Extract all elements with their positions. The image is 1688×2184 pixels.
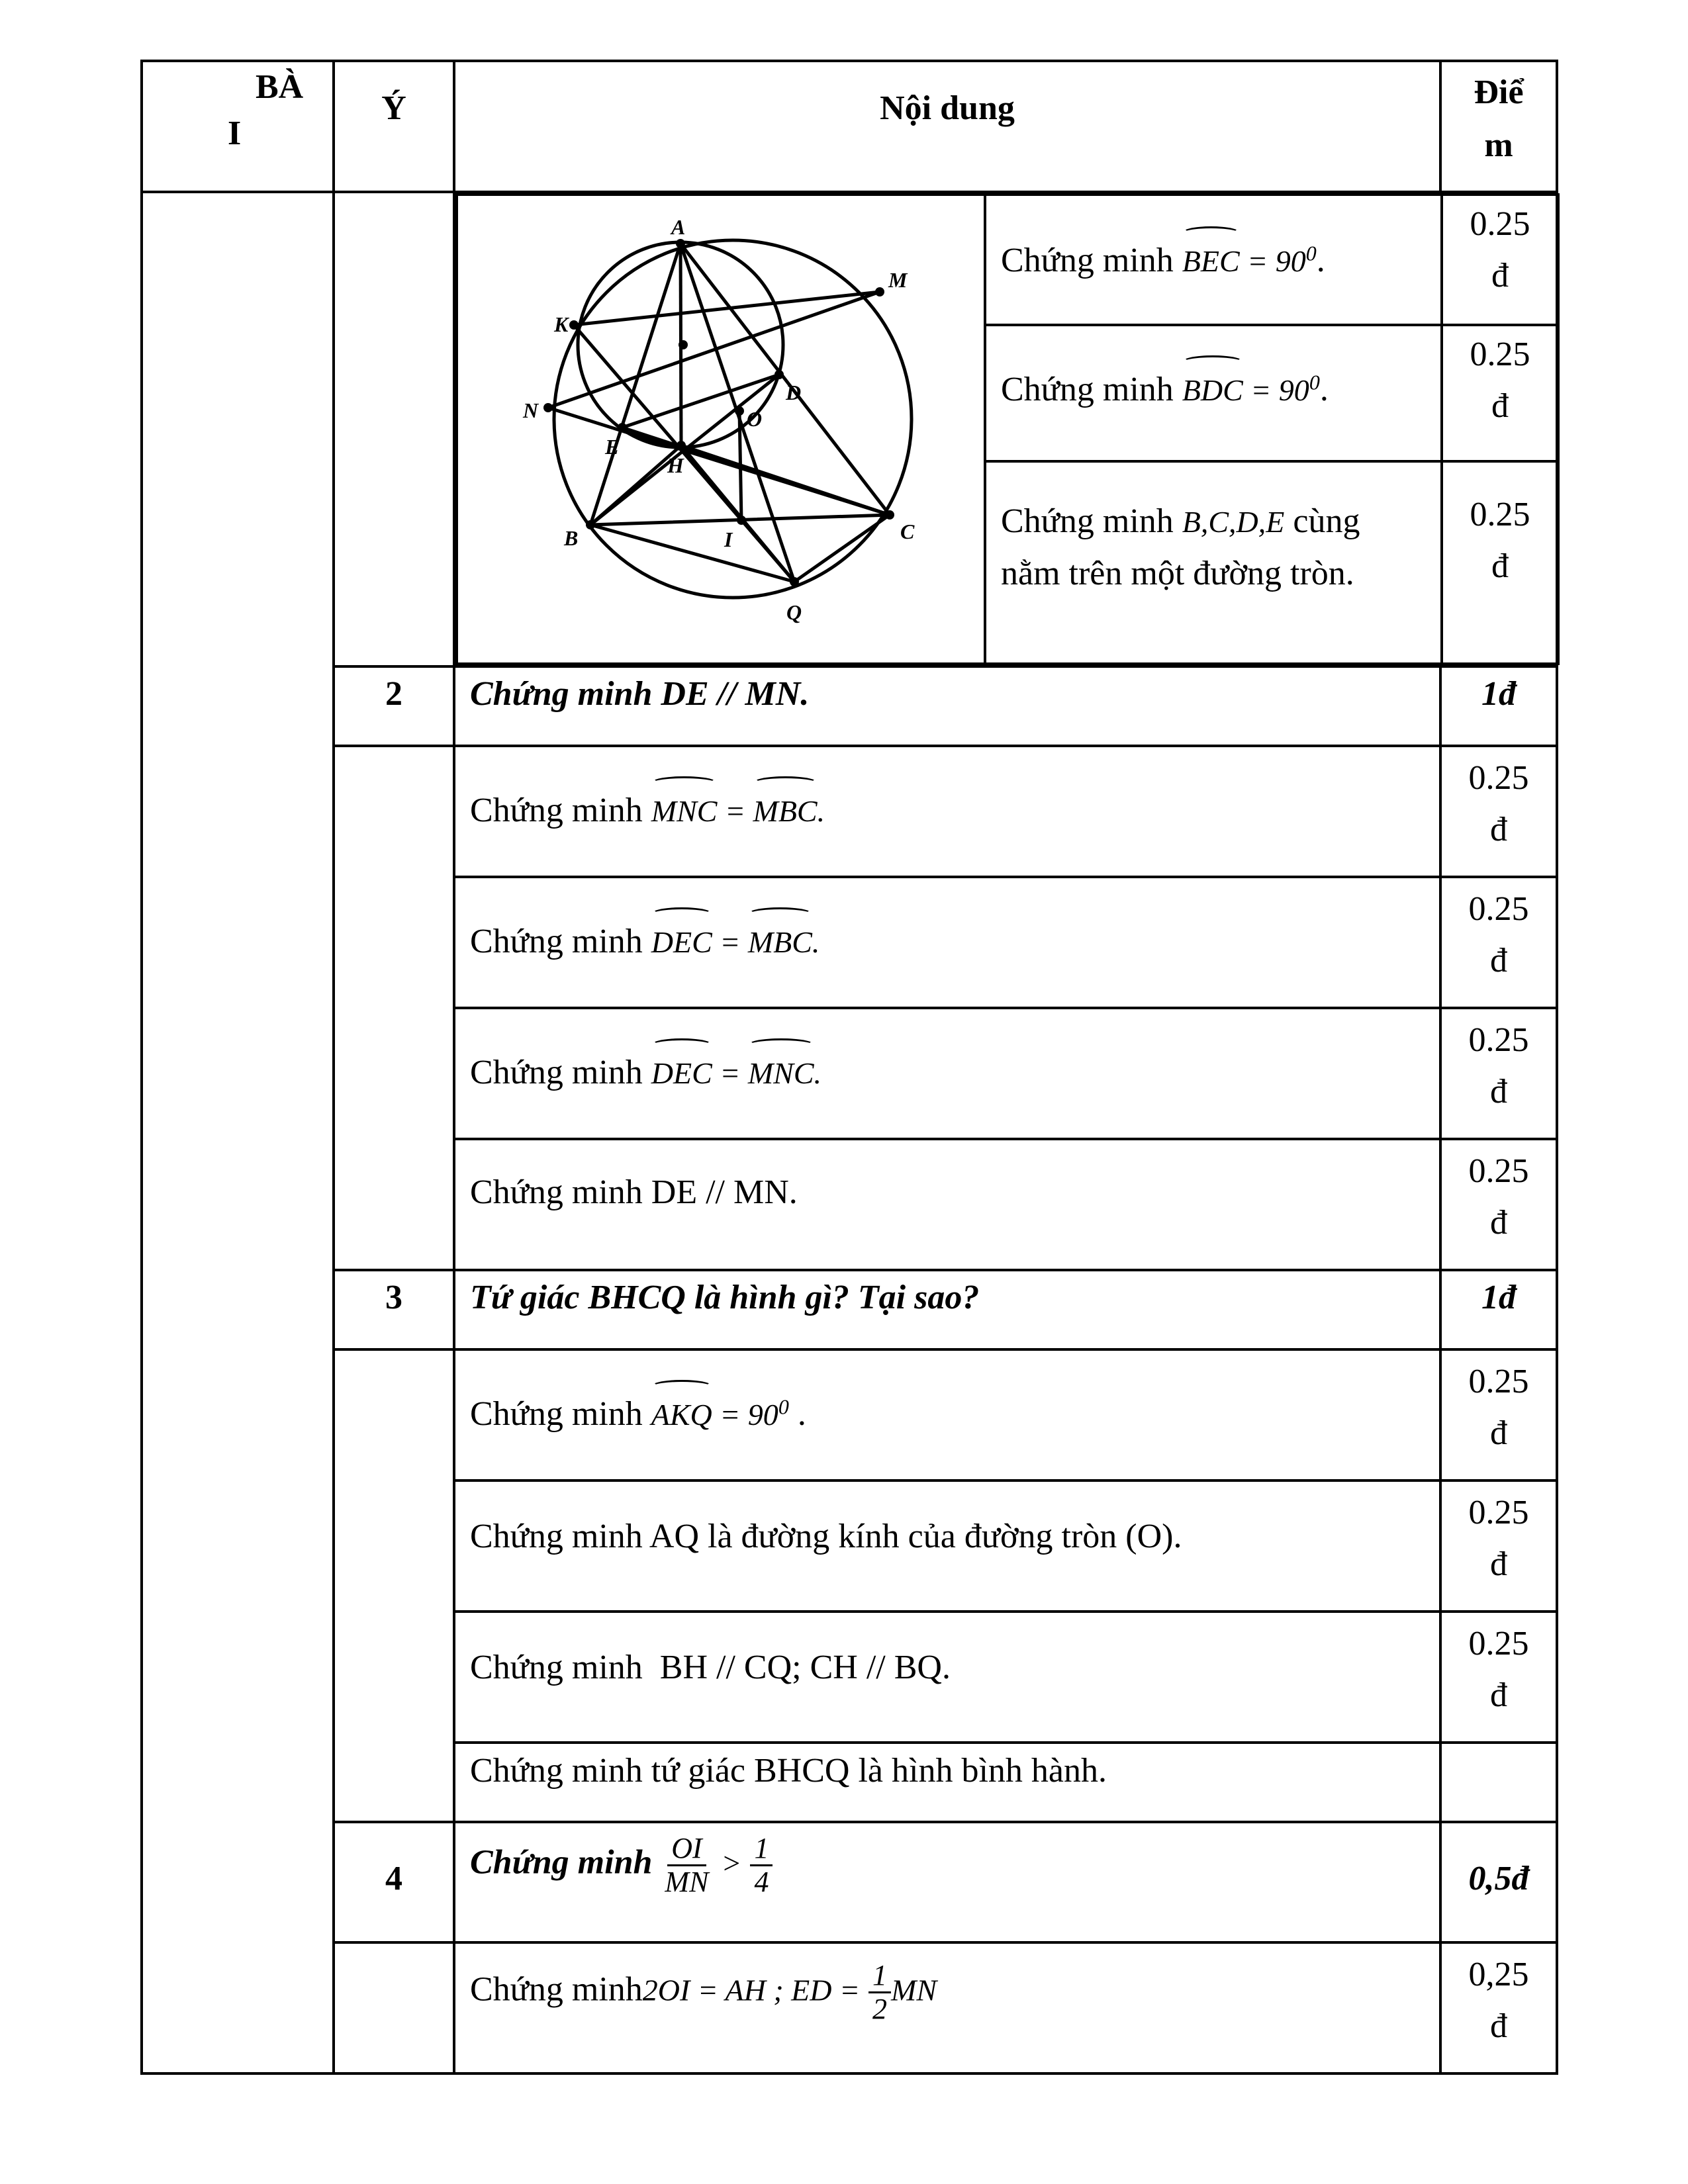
grading-table xyxy=(140,60,1558,2075)
part1-row2-score: 0.25 đ xyxy=(1442,325,1558,461)
part2-row3-text: Chứng minh DEC = MNC. xyxy=(454,1008,1440,1139)
header-y: Ý xyxy=(334,61,454,192)
label-B: B xyxy=(564,526,579,550)
part2-row4-score: 0.25 đ xyxy=(1440,1139,1557,1270)
part4-title: Chứng minh $\frac{OI}{MN}$ > $\frac{1}{4}$ xyxy=(454,1822,1440,1942)
part4-title-row xyxy=(142,1822,1557,1942)
label-D: D xyxy=(786,381,802,404)
part1-row1-text: Chứng minh BEC = $90^0$. xyxy=(985,195,1442,325)
header-bai: BÀ I xyxy=(142,61,334,192)
part4-row1-text: Chứng minh2OI = AH ; ED = $\frac{1}{2}$ MN xyxy=(454,1942,1440,2073)
part2-row1 xyxy=(142,746,1557,877)
label-O: O xyxy=(747,407,763,431)
part4-total: 0,5đ xyxy=(1440,1822,1557,1942)
part4-row1 xyxy=(142,1942,1557,2073)
part3-title-row xyxy=(142,1270,1557,1349)
part2-row1-score: 0.25 đ xyxy=(1440,746,1557,877)
part3-row1-text: Chứng minh AKQ = $90^0$ . xyxy=(454,1349,1440,1480)
part3-row3-text: Chứng minh BH // CQ; CH // BQ. xyxy=(454,1612,1440,1743)
part3-row4-text: Chứng minh tứ giác BHCQ là hình bình hành. xyxy=(454,1743,1440,1822)
part2-total: 1đ xyxy=(1440,666,1557,746)
part1-content xyxy=(454,192,1557,666)
part2-title: Chứng minh DE // MN. xyxy=(454,666,1440,746)
part2-row2-text: Chứng minh DEC = MBC. xyxy=(454,877,1440,1008)
geometry-diagram xyxy=(458,196,986,659)
header-row xyxy=(142,61,1557,192)
part4-number: 4 xyxy=(334,1822,454,1942)
part1-row xyxy=(142,192,1557,666)
part1-y-cell xyxy=(334,192,454,666)
part3-row1-score: 0.25 đ xyxy=(1440,1349,1557,1480)
part3-row1 xyxy=(142,1349,1557,1480)
label-I: I xyxy=(724,527,733,551)
part1-row3-text: Chứng minh B,C,D,E cùng nằm trên một đường tròn. xyxy=(985,461,1442,664)
header-diem: Điể m xyxy=(1440,61,1557,192)
label-Q: Q xyxy=(786,600,802,624)
part2-title-row xyxy=(142,666,1557,746)
part2-row1-text: Chứng minh MNC = MBC. xyxy=(454,746,1440,877)
label-C: C xyxy=(900,520,915,543)
part3-number: 3 xyxy=(334,1270,454,1349)
part3-row3-score: 0.25 đ xyxy=(1440,1612,1557,1743)
label-N: N xyxy=(523,398,539,422)
part4-row1-score: 0,25 đ xyxy=(1440,1942,1557,2073)
part2-row2-score: 0.25 đ xyxy=(1440,877,1557,1008)
part3-total: 1đ xyxy=(1440,1270,1557,1349)
geometry-figure xyxy=(457,195,985,664)
label-A: A xyxy=(671,215,686,239)
part2-row4-text: Chứng minh DE // MN. xyxy=(454,1139,1440,1270)
label-E: E xyxy=(605,435,620,459)
part1-row1-score: 0.25 đ xyxy=(1442,195,1558,325)
label-K: K xyxy=(554,312,569,336)
part3-title: Tứ giác BHCQ là hình gì? Tại sao? xyxy=(454,1270,1440,1349)
part1-row3-score: 0.25 đ xyxy=(1442,461,1558,664)
part3-row2-score: 0.25 đ xyxy=(1440,1480,1557,1612)
bai-column-body xyxy=(142,192,334,2073)
part2-row3-score: 0.25 đ xyxy=(1440,1008,1557,1139)
part2-number: 2 xyxy=(334,666,454,746)
part3-row4-score xyxy=(1440,1743,1557,1822)
part1-row2-text: Chứng minh BDC = $90^0$. xyxy=(985,325,1442,461)
part3-row2-text: Chứng minh AQ là đường kính của đường tròn (O). xyxy=(454,1480,1440,1612)
header-noi-dung: Nội dung xyxy=(454,61,1440,192)
label-M: M xyxy=(888,268,908,292)
label-H: H xyxy=(667,453,684,477)
